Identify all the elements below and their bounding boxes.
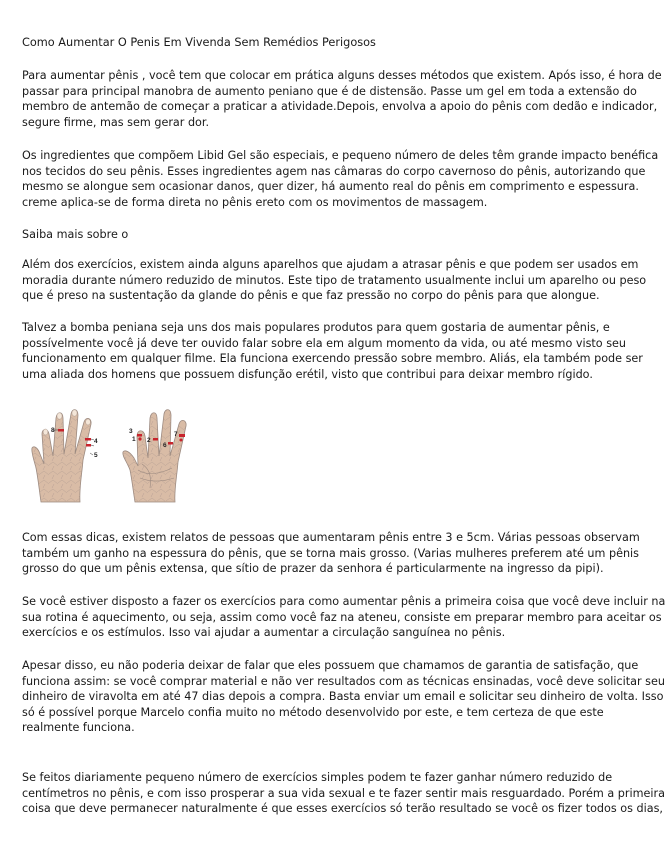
text-line: membro de antemão de começar a praticar a atividade.Depois, envolva a apoio do pênis com dedão e indicador,: [22, 100, 658, 114]
text-line: Os ingredientes que compõem Libid Gel são especiais, e pequeno número de deles têm grande impacto benéfica: [22, 149, 659, 162]
hands-illustration: [22, 398, 282, 508]
text-line: uma aliada dos homens que possuem disfunção erétil, visto que contribui para deixar membro rígido.: [22, 367, 593, 381]
figure-label: 4: [94, 438, 98, 445]
figure-label: 2: [147, 437, 151, 444]
text-line: centímetros no pênis, e com isso prosperar a sua vida sexual e te fazer sentir mais resguardado. Porém a primeira: [22, 786, 665, 800]
text-line: Com essas dicas, existem relatos de pessoas que aumentaram pênis entre 3 e 5cm. Várias pessoas observam: [22, 531, 640, 544]
text-line: Se você estiver disposto a fazer os exercícios para como aumentar pênis a primeira coisa que você deve incluir na: [22, 595, 665, 608]
text-line: grosso do que um pênis extensa, que sítio de prazer da senhora é particularmente na ingresso da pipi).: [22, 562, 604, 576]
left-hand-icon: [32, 410, 94, 502]
hands-svg: [22, 398, 282, 508]
text-line: Além dos exercícios, existem ainda alguns aparelhos que ajudam a atrasar pênis e que podem ser usados em: [22, 258, 639, 271]
paragraph-6: [22, 530, 640, 577]
paragraph-5: [22, 320, 643, 382]
text-line: que é preso na sustentação da glande do pênis e que faz pressão no corpo do pênis para que alongue.: [22, 289, 600, 303]
text-line: passar para principal manobra de aumento peniano que é de distensão. Passe um gel em toda a extensão do: [22, 84, 637, 98]
text-line: funciona assim: se você comprar material e não ver resultados com as técnicas ensinadas, você deve solicitar seu: [22, 674, 665, 688]
text-line: Apesar disso, eu não poderia deixar de falar que eles possuem que chamamos de garantia de satisfação, que: [22, 659, 639, 672]
paragraph-8: [22, 658, 665, 736]
paragraph-3: [22, 227, 584, 243]
figure-label: 6: [163, 442, 167, 449]
paragraph-9: [22, 770, 665, 817]
text-line: sua rotina é aquecimento, ou seja, assim como você faz na ateneu, consiste em preparar membro para aceitar os: [22, 610, 662, 624]
text-line: Para aumentar pênis , você tem que colocar em prática alguns desses métodos que existem. Após isso, é hora de: [22, 69, 662, 82]
paragraph-2: [22, 148, 659, 210]
figure-label: 3: [129, 428, 133, 435]
text-line: Se feitos diariamente pequeno número de exercícios simples podem te fazer ganhar número reduzido de: [22, 771, 613, 784]
text-line: só é possível porque Marcelo confia muito no método desenvolvido por este, e tem certeza de que este: [22, 705, 604, 719]
text-line: funcionamento em qualquer filme. Ela funciona exercendo pressão sobre membro. Aliás, ela também pode ser: [22, 352, 643, 366]
figure-label: 5: [94, 452, 98, 459]
text-line: também um ganho na espessura do pênis, que se torna mais grosso. (Varias mulheres preferem até um pênis: [22, 546, 639, 560]
text-line: mesmo se alongue sem ocasionar danos, quer dizer, há aumento real do pênis em comprimento e espessura.: [22, 180, 639, 194]
figure-label: 7: [174, 431, 178, 438]
text-line: realmente funciona.: [22, 721, 135, 735]
right-hand-icon: [123, 410, 186, 502]
text-line: Talvez a bomba peniana seja uns dos mais populares produtos para quem gostaria de aumentar pênis, e: [22, 321, 610, 334]
figure-label: 8: [51, 427, 55, 434]
document-title: Como Aumentar O Penis Em Vivenda Sem Remédios Perigosos: [22, 36, 376, 49]
text-line: segure firme, mas sem gerar dor.: [22, 115, 210, 129]
figure-label: 1: [132, 436, 136, 443]
text-line: exercícios e os estímulos. Isso vai ajudar a aumentar a circulação sanguínea no pênis.: [22, 626, 506, 640]
paragraph-4: [22, 257, 647, 304]
text-line: creme aplica-se de forma direta no pênis ereto com os movimentos de massagem.: [22, 195, 488, 209]
text-line: dinheiro de viravolta em até 47 dias depois a compra. Basta enviar um email e solicitar seu dinheiro de volta. Isso: [22, 690, 664, 704]
text-line: nos tecidos do seu pênis. Esses ingredientes agem nas câmaras do corpo cavernoso do pênis, autorizando que: [22, 164, 646, 178]
text-line: moradia durante número reduzido de minutos. Este tipo de tratamento usualmente inclui um aparelho ou peso: [22, 273, 647, 287]
paragraph-7: [22, 594, 665, 641]
text-line: Saiba mais sobre o: [22, 228, 129, 241]
text-line: coisa que deve permanecer naturalmente é que esses exercícios só terão resultado se você os fizer todos os dias,: [22, 802, 663, 816]
paragraph-1: [22, 68, 662, 130]
text-line: possívelmente você já deve ter ouvido falar sobre ela em algum momento da vida, ou até mesmo visto seu: [22, 336, 627, 350]
